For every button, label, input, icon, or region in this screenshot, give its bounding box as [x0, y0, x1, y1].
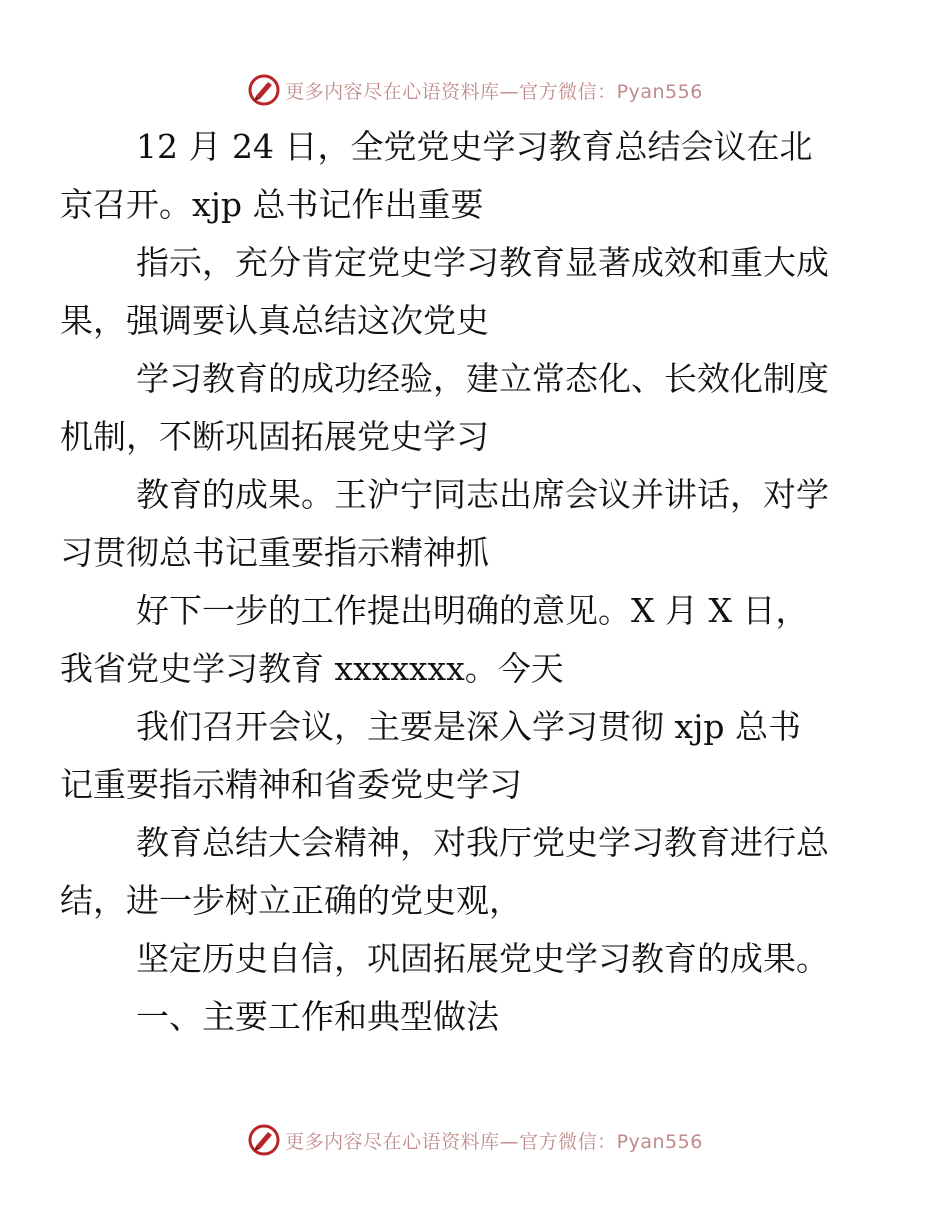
seal-logo-icon [247, 73, 281, 107]
text-line: 教育的成果。王沪宁同志出席会议并讲话，对学 [136, 475, 829, 514]
text-line: 机制，不断巩固拓展党史学习 [60, 417, 489, 456]
paragraph [60, 350, 858, 466]
text-line: 12 月 24 日，全党党史学习教育总结会议在北 [136, 127, 813, 166]
paragraph [60, 698, 858, 814]
text-line: 好下一步的工作提出明确的意见。X 月 X 日， [136, 591, 809, 630]
document-body [60, 118, 858, 1046]
text-line: 我省党史学习教育 xxxxxxx。今天 [60, 649, 564, 688]
text-line: 我们召开会议，主要是深入学习贯彻 xjp 总书 [136, 707, 801, 746]
watermark-text: 更多内容尽在心语资料库—官方微信：Pyan556 [285, 1130, 703, 1153]
text-line: 教育总结大会精神，对我厅党史学习教育进行总 [136, 823, 829, 862]
section-heading [98, 988, 858, 1046]
text-line: 学习教育的成功经验，建立常态化、长效化制度 [136, 359, 829, 398]
text-line: 指示，充分肯定党史学习教育显著成效和重大成 [136, 243, 829, 282]
paragraph [60, 814, 858, 930]
paragraph [60, 118, 858, 234]
paragraph [60, 234, 858, 350]
paragraph [60, 466, 858, 582]
text-line: 京召开。xjp 总书记作出重要 [60, 185, 484, 224]
text-line: 结，进一步树立正确的党史观， [60, 881, 522, 920]
heading-text: 一、主要工作和典型做法 [136, 997, 499, 1036]
text-line: 习贯彻总书记重要指示精神抓 [60, 533, 489, 572]
text-line: 果，强调要认真总结这次党史 [60, 301, 489, 340]
text-line: 坚定历史自信，巩固拓展党史学习教育的成果。 [136, 939, 829, 978]
watermark-text: 更多内容尽在心语资料库—官方微信：Pyan556 [285, 80, 703, 103]
text-line: 记重要指示精神和省委党史学习 [60, 765, 522, 804]
paragraph [98, 930, 858, 988]
header-watermark [0, 70, 950, 110]
seal-logo-icon [247, 1123, 281, 1157]
paragraph [60, 582, 858, 698]
footer-watermark [0, 1120, 950, 1160]
